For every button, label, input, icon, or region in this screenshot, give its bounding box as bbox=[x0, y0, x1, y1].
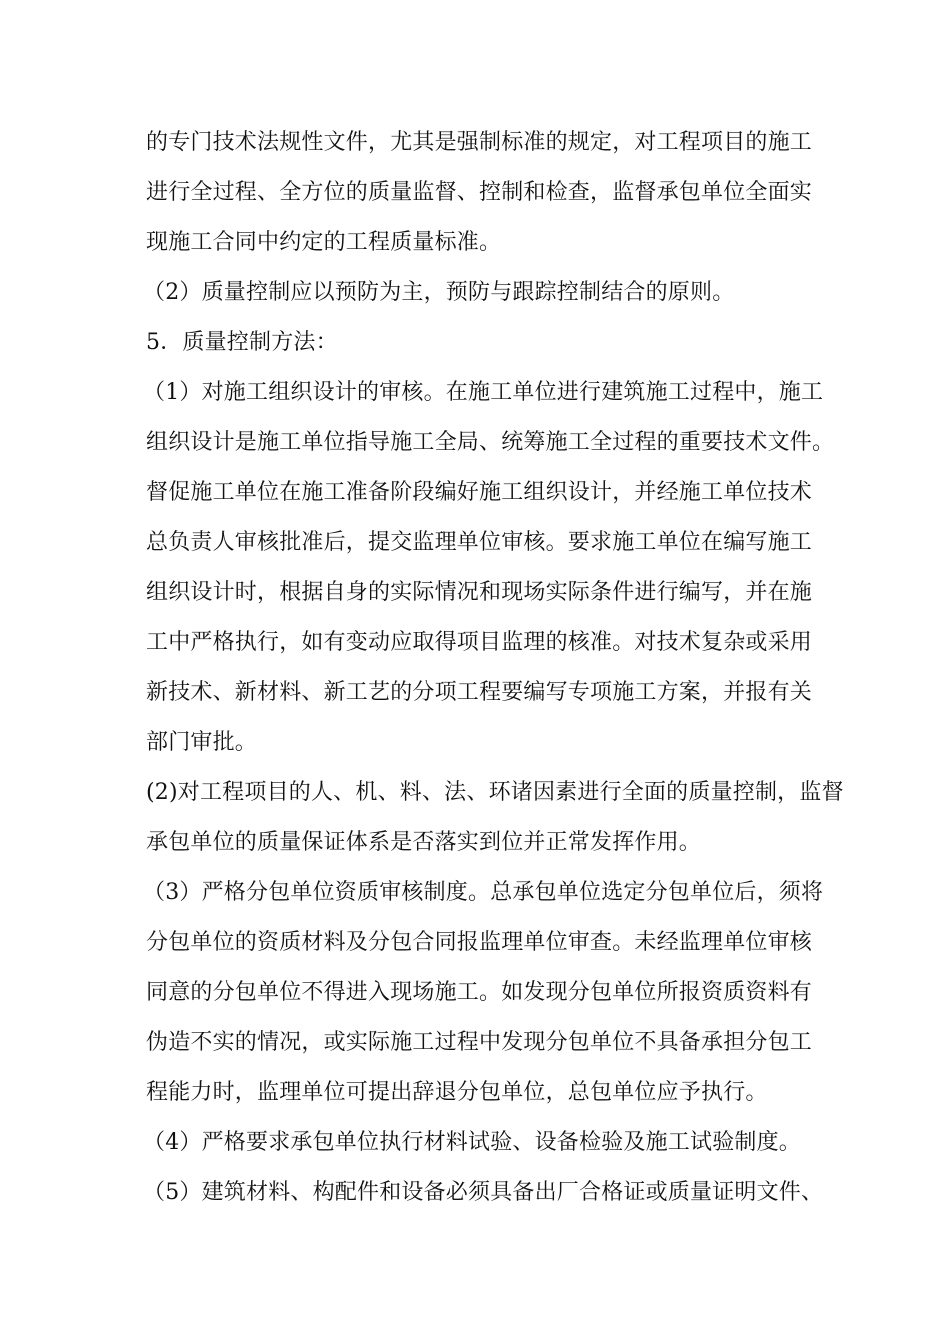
text-line: 工中严格执行，如有变动应取得项目监理的核准。对技术复杂或采用 bbox=[146, 630, 813, 655]
text-line: 承包单位的质量保证体系是否落实到位并正常发挥作用。 bbox=[146, 830, 702, 855]
text-line: 部门审批。 bbox=[146, 730, 258, 755]
text-line: 伪造不实的情况，或实际施工过程中发现分包单位不具备承担分包工 bbox=[146, 1030, 813, 1055]
text-line: 程能力时，监理单位可提出辞退分包单位，总包单位应予执行。 bbox=[146, 1080, 768, 1105]
text-line: 同意的分包单位不得进入现场施工。如发现分包单位所报资质资料有 bbox=[146, 980, 813, 1005]
text-line: 现施工合同中约定的工程质量标准。 bbox=[146, 230, 502, 255]
text-line: （1）对施工组织设计的审核。在施工单位进行建筑施工过程中，施工 bbox=[143, 380, 824, 405]
text-line: 新技术、新材料、新工艺的分项工程要编写专项施工方案，并报有关 bbox=[146, 680, 813, 705]
text-line: (2)对工程项目的人、机、料、法、环诸因素进行全面的质量控制，监督 bbox=[146, 780, 844, 805]
text-line: （4）严格要求承包单位执行材料试验、设备检验及施工试验制度。 bbox=[143, 1130, 801, 1155]
text-line: （3）严格分包单位资质审核制度。总承包单位选定分包单位后，须将 bbox=[143, 880, 824, 905]
text-line: （5）建筑材料、构配件和设备必须具备出厂合格证或质量证明文件、 bbox=[143, 1180, 824, 1205]
text-line: 组织设计是施工单位指导施工全局、统筹施工全过程的重要技术文件。 bbox=[146, 430, 835, 455]
text-line: 分包单位的资质材料及分包合同报监理单位审查。未经监理单位审核 bbox=[146, 930, 813, 955]
text-line: （2）质量控制应以预防为主，预防与跟踪控制结合的原则。 bbox=[143, 280, 735, 305]
text-line: 组织设计时，根据自身的实际情况和现场实际条件进行编写，并在施 bbox=[146, 580, 813, 605]
text-line: 的专门技术法规性文件，尤其是强制标准的规定，对工程项目的施工 bbox=[146, 130, 813, 155]
text-line: 进行全过程、全方位的质量监督、控制和检查，监督承包单位全面实 bbox=[146, 180, 813, 205]
text-line: 总负责人审核批准后，提交监理单位审核。要求施工单位在编写施工 bbox=[146, 530, 813, 555]
section-heading: 5．质量控制方法： bbox=[146, 330, 338, 355]
text-line: 督促施工单位在施工准备阶段编好施工组织设计，并经施工单位技术 bbox=[146, 480, 813, 505]
